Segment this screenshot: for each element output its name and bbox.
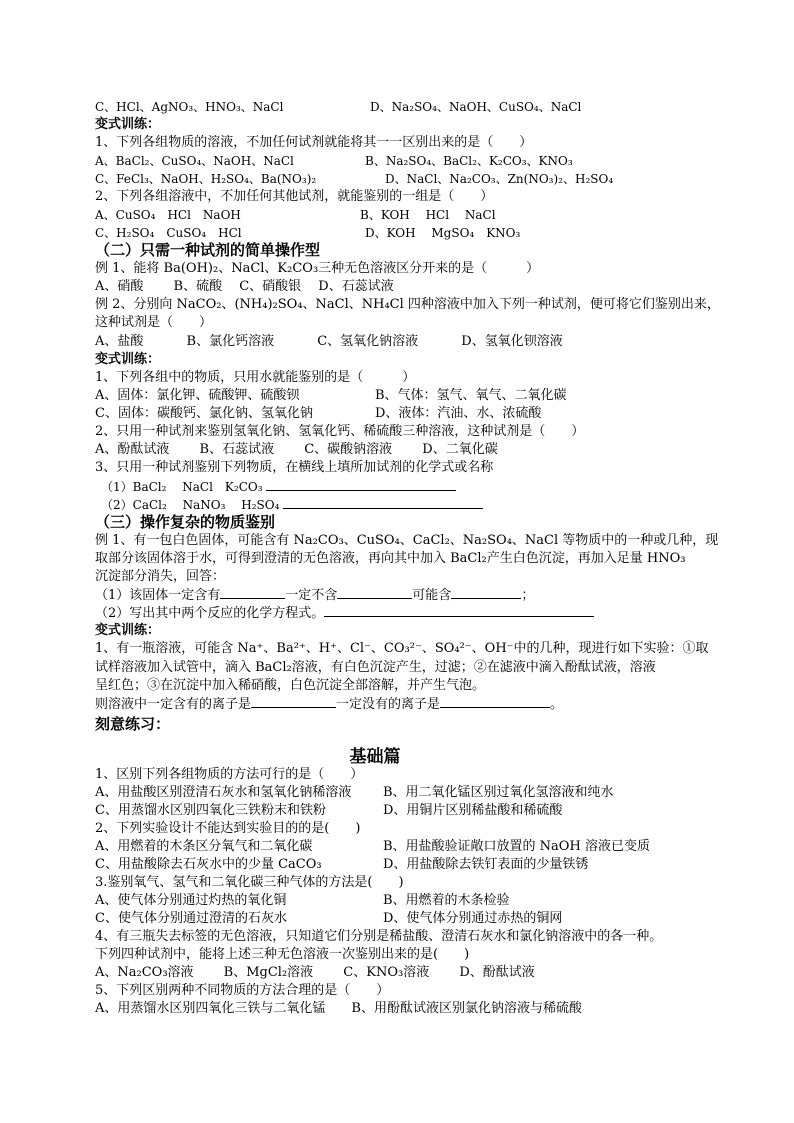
question-text: 4、有三瓶失去标签的无色溶液，只知道它们分别是稀盐酸、澄清石灰水和氯化钠溶液中的各一种。 [95,929,663,944]
option-line: A、使气体分别通过灼热的氧化铜 B、用燃着的木条检验 [95,893,510,908]
fill-line: （1）BaCl₂ NaCl K₂CO₃ [95,478,456,496]
answer-blank[interactable] [451,586,521,599]
fill-line: （2）写出其中两个反应的化学方程式。 [95,604,594,623]
example-text: 这种试剂是（ ） [95,315,213,330]
option-line: C、使气体分别通过澄清的石灰水 D、使气体分别通过赤热的铜网 [95,911,563,926]
example-text: 例 1、有一包白色固体，可能含有 Na₂CO₃、CuSO₄、CaCl₂、Na₂SO₄、NaCl 等物质中的一种或几种，现 [95,533,719,548]
option-line: A、用燃着的木条区分氧气和二氧化碳 B、用盐酸验证敞口放置的 NaOH 溶液已变质 [95,839,650,854]
fill-line: 则溶液中一定含有的离子是 一定没有的离子是 。 [95,697,564,712]
question-text: 2、下列实验设计不能达到实验目的的是( ) [95,821,361,836]
text-line: C、HCl、AgNO₃、HNO₃、NaCl D、Na₂SO₄、NaOH、CuSO₄、NaCl [95,100,582,114]
section-label: 变式训练： [95,623,161,638]
answer-blank[interactable] [220,586,285,599]
example-text: 沉淀部分消失，回答： [95,569,226,584]
section-heading: （二）只需一种试剂的简单操作型 [95,241,321,259]
option-line: A、酚酞试液 B、石蕊试液 C、碳酸钠溶液 D、二氧化碳 [95,442,498,457]
answer-blank[interactable] [266,478,456,491]
option-line: A、BaCl₂、CuSO₄、NaOH、NaCl B、Na₂SO₄、BaCl₂、K₂CO₃、KNO₃ [95,154,573,168]
answer-blank[interactable] [337,586,412,599]
option-line: A、CuSO₄ HCl NaOH B、KOH HCl NaCl [95,208,496,222]
page-subtitle: 基础篇 [349,747,401,767]
question-text: 2、只用一种试剂来鉴别氢氧化钠、氢氧化钙、稀硫酸三种溶液，这种试剂是（ ） [95,424,585,439]
question-text: 1、有一瓶溶液，可能含 Na⁺、Ba²⁺、H⁺、Cl⁻、CO₃²⁻、SO₄²⁻、OH⁻中的几种，现进行如下实验：①取 [95,641,709,656]
question-text: 3.鉴别氧气、氢气和二氧化碳三种气体的方法是( ) [95,875,404,890]
question-text: 呈红色；③在沉淀中加入稀硝酸，白色沉淀全部溶解，并产生气泡。 [95,678,486,693]
example-text: 例 1、能将 Ba(OH)₂、NaCl、K₂CO₃三种无色溶液区分开来的是（ ） [95,261,540,276]
question-text: 试样溶液加入试管中，滴入 BaCl₂溶液，有白色沉淀产生，过滤；②在滤液中滴入酚酞试液，溶液 [95,660,656,675]
answer-blank[interactable] [283,496,483,509]
option-line: C、H₂SO₄ CuSO₄ HCl D、KOH MgSO₄ KNO₃ [95,226,521,240]
question-text: 1、下列各组中的物质，只用水就能鉴别的是（ ） [95,370,416,385]
option-line: C、用盐酸除去石灰水中的少量 CaCO₃ D、用盐酸除去铁钉表面的少量铁锈 [95,857,589,872]
answer-blank[interactable] [251,695,336,708]
section-heading: 刻意练习： [95,715,171,733]
question-text: 2、下列各组溶液中，不加任何其他试剂，就能鉴别的一组是（ ） [95,189,494,204]
example-text: 取部分该固体溶于水，可得到澄清的无色溶液，再向其中加入 BaCl₂产生白色沉淀，再加入足量 HNO₃ [95,551,686,566]
option-line: A、用蒸馏水区别四氧化三铁与二氧化锰 B、用酚酞试液区别氯化钠溶液与稀硫酸 [95,1001,582,1016]
answer-blank[interactable] [324,604,594,617]
example-text: 例 2、分别向 NaCO₂、(NH₄)₂SO₄、NaCl、NH₄Cl 四种溶液中加入下列一种试剂，便可将它们鉴别出来， [95,297,720,312]
section-label: 变式训练： [95,117,161,132]
option-line: A、盐酸 B、氯化钙溶液 C、氢氧化钠溶液 D、氢氧化钡溶液 [95,334,563,349]
option-line: A、硝酸 B、硫酸 C、硝酸银 D、石蕊试液 [95,279,394,294]
question-text: 3、只用一种试剂鉴别下列物质，在横线上填所加试剂的化学式或名称 [95,460,494,475]
question-text: 下列四种试剂中，能将上述三种无色溶液一次鉴别出来的是( ) [95,947,470,962]
section-label: 变式训练： [95,352,161,367]
option-line: A、Na₂CO₃溶液 B、MgCl₂溶液 C、KNO₃溶液 D、酚酞试液 [95,965,535,980]
fill-line: （2）CaCl₂ NaNO₃ H₂SO₄ [95,496,483,514]
option-line: A、用盐酸区别澄清石灰水和氢氧化钠稀溶液 B、用二氧化锰区别过氧化氢溶液和纯水 [95,785,614,800]
option-line: C、用蒸馏水区别四氧化三铁粉末和铁粉 D、用铜片区别稀盐酸和稀硫酸 [95,803,563,818]
question-text: 5、下列区别两种不同物质的方法合理的是（ ） [95,983,390,998]
option-line: A、固体：氯化钾、硫酸钾、硫酸钡 B、气体：氢气、氧气、二氧化碳 [95,388,567,403]
answer-blank[interactable] [440,695,550,708]
option-line: C、FeCl₃、NaOH、H₂SO₄、Ba(NO₃)₂ D、NaCl、Na₂CO₃、Zn(NO₃)₂、H₂SO₄ [95,172,614,186]
section-heading: （三）操作复杂的物质鉴别 [95,513,276,531]
option-line: C、固体：碳酸钙、氯化钠、氢氧化钠 D、液体：汽油、水、浓硫酸 [95,406,542,421]
fill-line: （1）该固体一定含有 一定不含 可能含 ； [95,588,535,603]
question-text: 1、下列各组物质的溶液，不加任何试剂就能将其一一区别出来的是（ ） [95,135,533,150]
question-text: 1、区别下列各组物质的方法可行的是（ ） [95,767,364,782]
